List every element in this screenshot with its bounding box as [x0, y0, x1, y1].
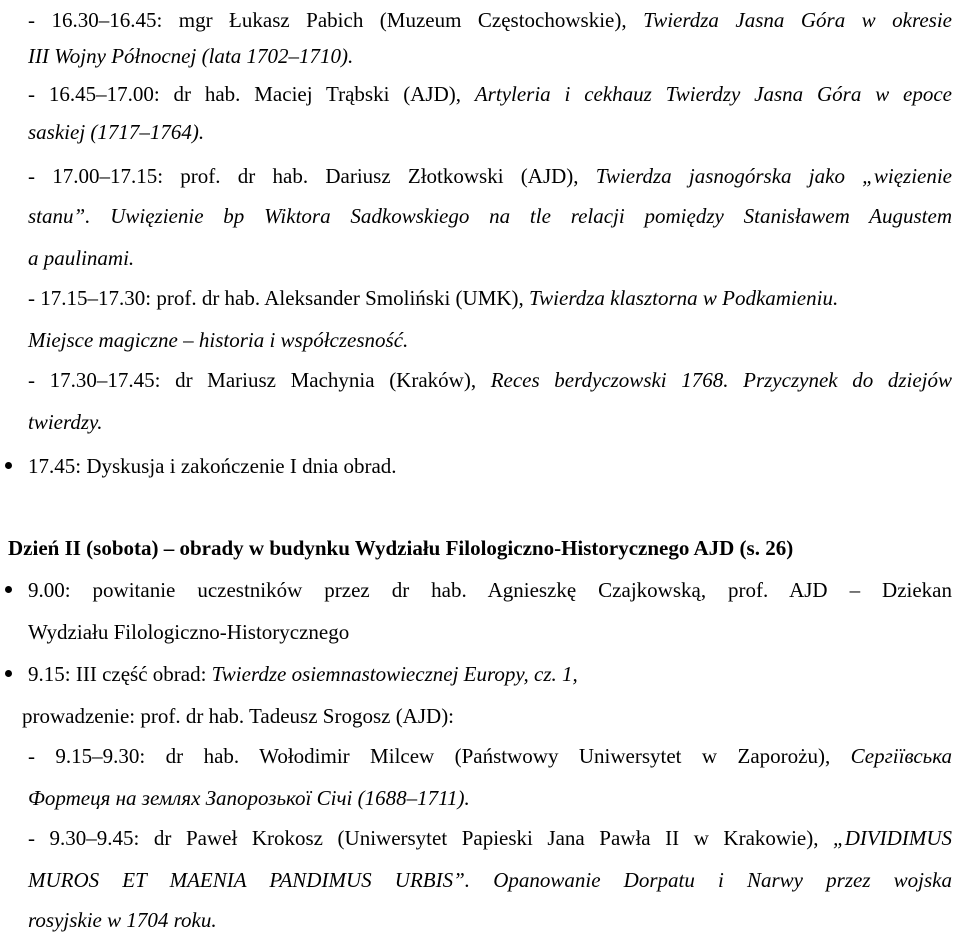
program-line-6 [28, 198, 952, 234]
talk-title: III Wojny Północnej (lata 1702–1710). [28, 44, 354, 68]
talk-title: Twierdza jasnogórska jako „więzienie [595, 164, 953, 188]
talk-title: Reces berdyczowski 1768. Przyczynek do dziejów [490, 368, 952, 392]
program-line-14 [28, 572, 952, 608]
talk-time-speaker: - 16.45–17.00: dr hab. Maciej Trąbski (AJD), [28, 82, 475, 106]
program-line-19 [28, 780, 952, 816]
program-line-18 [28, 738, 952, 774]
program-line-4 [28, 114, 952, 150]
program-line-17 [22, 698, 952, 734]
program-line-11 [28, 404, 952, 440]
talk-time-speaker: - 16.30–16.45: mgr Łukasz Pabich (Muzeum Częstochowskie), [28, 8, 644, 32]
program-line-20 [28, 820, 952, 856]
bullet-icon [5, 586, 12, 593]
program-line-9 [28, 322, 952, 358]
talk-title: rosyjskie w 1704 roku. [28, 908, 217, 932]
bullet-icon [5, 462, 12, 469]
program-line-12 [28, 448, 952, 484]
program-line-5 [28, 158, 952, 194]
talk-title: Twierdza klasztorna w Podkamieniu. [529, 286, 839, 310]
program-line-15 [28, 614, 952, 650]
talk-time-speaker: - 17.00–17.15: prof. dr hab. Dariusz Złotkowski (AJD), [28, 164, 596, 188]
program-line-16 [28, 656, 952, 692]
program-line-8 [28, 280, 952, 316]
program-line-10 [28, 362, 952, 398]
session-title: Twierdze osiemnastowiecznej Europy, cz. 1, [211, 662, 578, 686]
talk-title: Miejsce magiczne – historia i współczesność. [28, 328, 409, 352]
talk-title: Сергіївська [850, 744, 952, 768]
session-chair: prowadzenie: prof. dr hab. Tadeusz Srogosz (AJD): [22, 704, 455, 728]
talk-time-speaker: - 17.15–17.30: prof. dr hab. Aleksander Smoliński (UMK), [28, 286, 530, 310]
talk-title: MUROS ET MAENIA PANDIMUS URBIS”. Opanowanie Dorpatu i Narwy przez wojska [28, 868, 952, 892]
program-line-3 [28, 76, 952, 112]
talk-time-speaker: - 9.15–9.30: dr hab. Wołodimir Milcew (Państwowy Uniwersytet w Zaporożu), [28, 744, 851, 768]
talk-title: saskiej (1717–1764). [28, 120, 205, 144]
program-line-1 [28, 2, 952, 38]
talk-title: twierdzy. [28, 410, 103, 434]
day-heading: Dzień II (sobota) – obrady w budynku Wydziału Filologiczno-Historycznego AJD (s. 26) [8, 536, 794, 560]
talk-time-speaker: - 17.30–17.45: dr Mariusz Machynia (Kraków), [28, 368, 491, 392]
program-item: 9.00: powitanie uczestników przez dr hab. Agnieszkę Czajkowską, prof. AJD – Dziekan [28, 578, 952, 602]
talk-title: stanu”. Uwięzienie bp Wiktora Sadkowskiego na tle relacji pomiędzy Stanisławem Augustem [28, 204, 952, 228]
program-line-21 [28, 862, 952, 898]
program-line-2 [28, 38, 952, 74]
bullet-icon [5, 670, 12, 677]
session-label: 9.15: III część obrad: [28, 662, 212, 686]
talk-title: Artyleria i cekhauz Twierdzy Jasna Góra w epoce [474, 82, 952, 106]
program-item: Wydziału Filologiczno-Historycznego [28, 620, 350, 644]
talk-title: a paulinami. [28, 246, 135, 270]
talk-time-speaker: - 9.30–9.45: dr Paweł Krokosz (Uniwersytet Papieski Jana Pawła II w Krakowie), [28, 826, 834, 850]
program-item: 17.45: Dyskusja i zakończenie I dnia obrad. [28, 454, 397, 478]
talk-title: Фортеця на землях Запорозької Січі (1688–1711). [28, 786, 470, 810]
talk-title: „DIVIDIMUS [833, 826, 952, 850]
program-line-7 [28, 240, 952, 276]
talk-title: Twierdza Jasna Góra w okresie [643, 8, 952, 32]
